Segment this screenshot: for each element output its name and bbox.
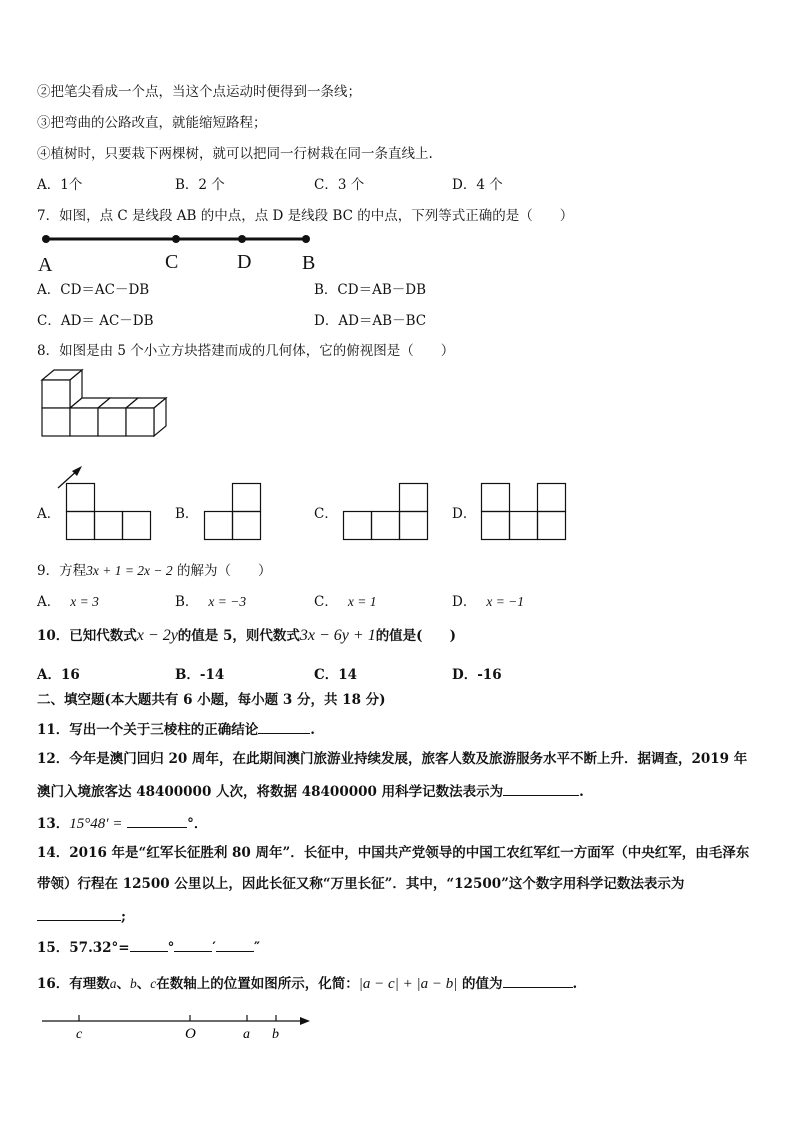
q9-option-b-label: B． (175, 594, 199, 610)
q16-suffix: 的值为 (462, 976, 503, 992)
q8-cube-front-face (98, 408, 126, 436)
q7-segment-figure (40, 230, 320, 250)
q14-line-3: ; (37, 906, 126, 926)
q16-axis-arrow (300, 1017, 310, 1025)
q10-expr2: 3x − 6y + 1 (299, 627, 376, 644)
statement-2: ②把笔尖看成一个点，当这个点运动时便得到一条线； (37, 84, 361, 100)
q10-option-d[interactable]: D．-16 (452, 667, 502, 683)
q9-option-a[interactable] (37, 593, 99, 611)
q16-stem: 16．有理数a、b、c在数轴上的位置如图所示，化简：|a − c| + |a − b| 的值为 . (37, 973, 577, 993)
q6-option-c[interactable]: C．3 个 (314, 177, 365, 193)
q7-option-d[interactable]: D．AD＝AB－BC (314, 313, 427, 329)
q10-prefix: 10．已知代数式 (37, 628, 137, 644)
q9-prefix: 9．方程 (37, 563, 87, 579)
q10-middle: 的值是 5，则代数式 (177, 628, 300, 644)
q13-expr: 15°48′ = (69, 816, 123, 832)
q15-second-symbol: ″ (253, 940, 260, 956)
q8-stem: 8．如图是由 5 个小立方块搭建而成的几何体，它的俯视图是（ ） (37, 343, 455, 359)
statement-4: ④植树时，只要栽下两棵树，就可以把同一行树栽在同一条直线上. (37, 146, 433, 162)
q11-text: 11．写出一个关于三棱柱的正确结论 (37, 722, 259, 738)
q7-point-c (172, 235, 180, 243)
q8-cube-front-face (126, 408, 154, 436)
q8-option-b-label[interactable]: B． (175, 506, 199, 522)
q16-label-c: c (76, 1027, 83, 1042)
q7-option-b[interactable]: B．CD＝AB－DB (314, 282, 426, 298)
q9-option-a-value: x = 3 (70, 594, 99, 609)
q8-option-c-figure[interactable] (343, 483, 429, 541)
q8-option-b-figure[interactable] (204, 483, 262, 541)
q12-line-2-text: 澳门入境旅客达 48400000 人次，将数据 48400000 用科学记数法表示为 (37, 784, 504, 800)
q16-var-a: a (109, 976, 117, 991)
q16-answer-blank[interactable] (503, 973, 573, 988)
q16-var-c: c (150, 976, 157, 991)
q13-answer-blank[interactable] (127, 813, 187, 828)
q14-line-2: 带领）行程在 12500 公里以上，因此长征又称“万里长征”．其中，“12500”这个数字用科学记数法表示为 (37, 876, 685, 892)
q16-var-b: b (130, 976, 137, 991)
q7-option-c[interactable]: C．AD＝ AC－DB (37, 313, 154, 329)
q9-option-c-label: C． (314, 594, 338, 610)
q16-expr: |a − c| + |a − b| (358, 976, 458, 992)
q16-label-o: O (185, 1026, 196, 1042)
q14-line-1: 14．2016 年是“红军长征胜利 80 周年”．长征中，中国共产党领导的中国工农红军红一方面军（中央红军，由毛泽东 (37, 845, 750, 861)
q7-point-b (302, 235, 310, 243)
q15-minute-symbol: ′ (212, 940, 216, 956)
q12-line-1: 12．今年是澳门回归 20 周年，在此期间澳门旅游业持续发展，旅客人数及旅游服务水平不断上升．据调查，2019 年 (37, 751, 748, 767)
q16-prefix: 16．有理数 (37, 976, 110, 992)
q10-option-a[interactable]: A．16 (37, 667, 80, 683)
q6-option-a[interactable]: A．1个 (37, 177, 83, 193)
q15-degree-blank[interactable] (130, 937, 168, 952)
q9-option-b[interactable] (175, 593, 246, 611)
q9-option-b-value: x = −3 (208, 594, 247, 609)
q9-option-a-label: A． (37, 594, 61, 610)
q8-option-c-label[interactable]: C． (314, 506, 338, 522)
statement-3: ③把弯曲的公路改直，就能缩短路程； (37, 115, 267, 131)
q9-equation: 3x + 1 = 2x − 2 (86, 563, 173, 578)
q9-stem (37, 562, 271, 580)
q7-label-b: B (302, 252, 316, 274)
q10-option-b[interactable]: B．-14 (175, 667, 225, 683)
q7-label-a: A (38, 254, 53, 276)
q11-answer-blank[interactable] (258, 719, 310, 734)
q7-label-d: D (237, 251, 252, 273)
q8-option-a-figure[interactable] (66, 483, 152, 541)
q15-second-blank[interactable] (216, 937, 254, 952)
q7-option-a[interactable]: A．CD＝AC－DB (37, 282, 150, 298)
q7-stem: 7．如图，点 C 是线段 AB 的中点，点 D 是线段 BC 的中点，下列等式正确的是（ ） (37, 208, 574, 224)
q16-middle: 在数轴上的位置如图所示，化简： (156, 976, 359, 992)
q12-answer-blank[interactable] (503, 781, 579, 796)
q15-minute-blank[interactable] (174, 937, 212, 952)
q16-label-a: a (243, 1027, 250, 1042)
q8-option-d-label[interactable]: D． (452, 506, 477, 522)
q13-prefix: 13． (37, 816, 70, 832)
q7-label-c: C (165, 251, 179, 273)
q14-answer-blank[interactable] (37, 906, 121, 921)
q9-option-d-label: D． (452, 594, 477, 610)
q6-option-b[interactable]: B．2 个 (175, 177, 225, 193)
q11-stem: 11．写出一个关于三棱柱的正确结论 . (37, 719, 315, 739)
q16-sep-1: 、 (116, 976, 131, 992)
q16-sep-2: 、 (136, 976, 151, 992)
q12-line-2: 澳门入境旅客达 48400000 人次，将数据 48400000 用科学记数法表示为 . (37, 781, 584, 801)
q13-stem (37, 813, 207, 833)
q16-label-b: b (272, 1027, 279, 1042)
q9-option-c-value: x = 1 (347, 594, 377, 609)
q8-cube-front-face (70, 408, 98, 436)
section-2-heading: 二、填空题(本大题共有 6 小题，每小题 3 分，共 18 分) (37, 692, 386, 708)
q15-degree-symbol: ° (167, 940, 175, 956)
q8-option-a-label[interactable]: A． (37, 506, 61, 522)
q10-expr1: x − 2y (136, 627, 178, 644)
q15-prefix: 15．57.32°= (37, 940, 130, 956)
q9-option-d-value: x = −1 (486, 594, 525, 609)
q8-cube-figure (36, 368, 166, 498)
q10-stem (37, 627, 456, 645)
q8-cube-front-face (42, 380, 70, 408)
q13-suffix: °． (187, 816, 208, 832)
q8-option-d-figure[interactable] (481, 483, 567, 541)
q15-stem (37, 937, 260, 957)
q7-point-d (238, 235, 246, 243)
q6-option-d[interactable]: D．4 个 (452, 177, 503, 193)
q7-point-a (42, 235, 50, 243)
q9-suffix: 的解为（ ） (176, 563, 272, 579)
q10-option-c[interactable]: C．14 (314, 667, 358, 683)
q10-suffix: 的值是( ) (375, 628, 456, 644)
q16-number-line (40, 1012, 320, 1048)
q8-cube-front-face (42, 408, 70, 436)
q9-option-d[interactable] (452, 593, 524, 611)
q9-option-c[interactable] (314, 593, 376, 611)
